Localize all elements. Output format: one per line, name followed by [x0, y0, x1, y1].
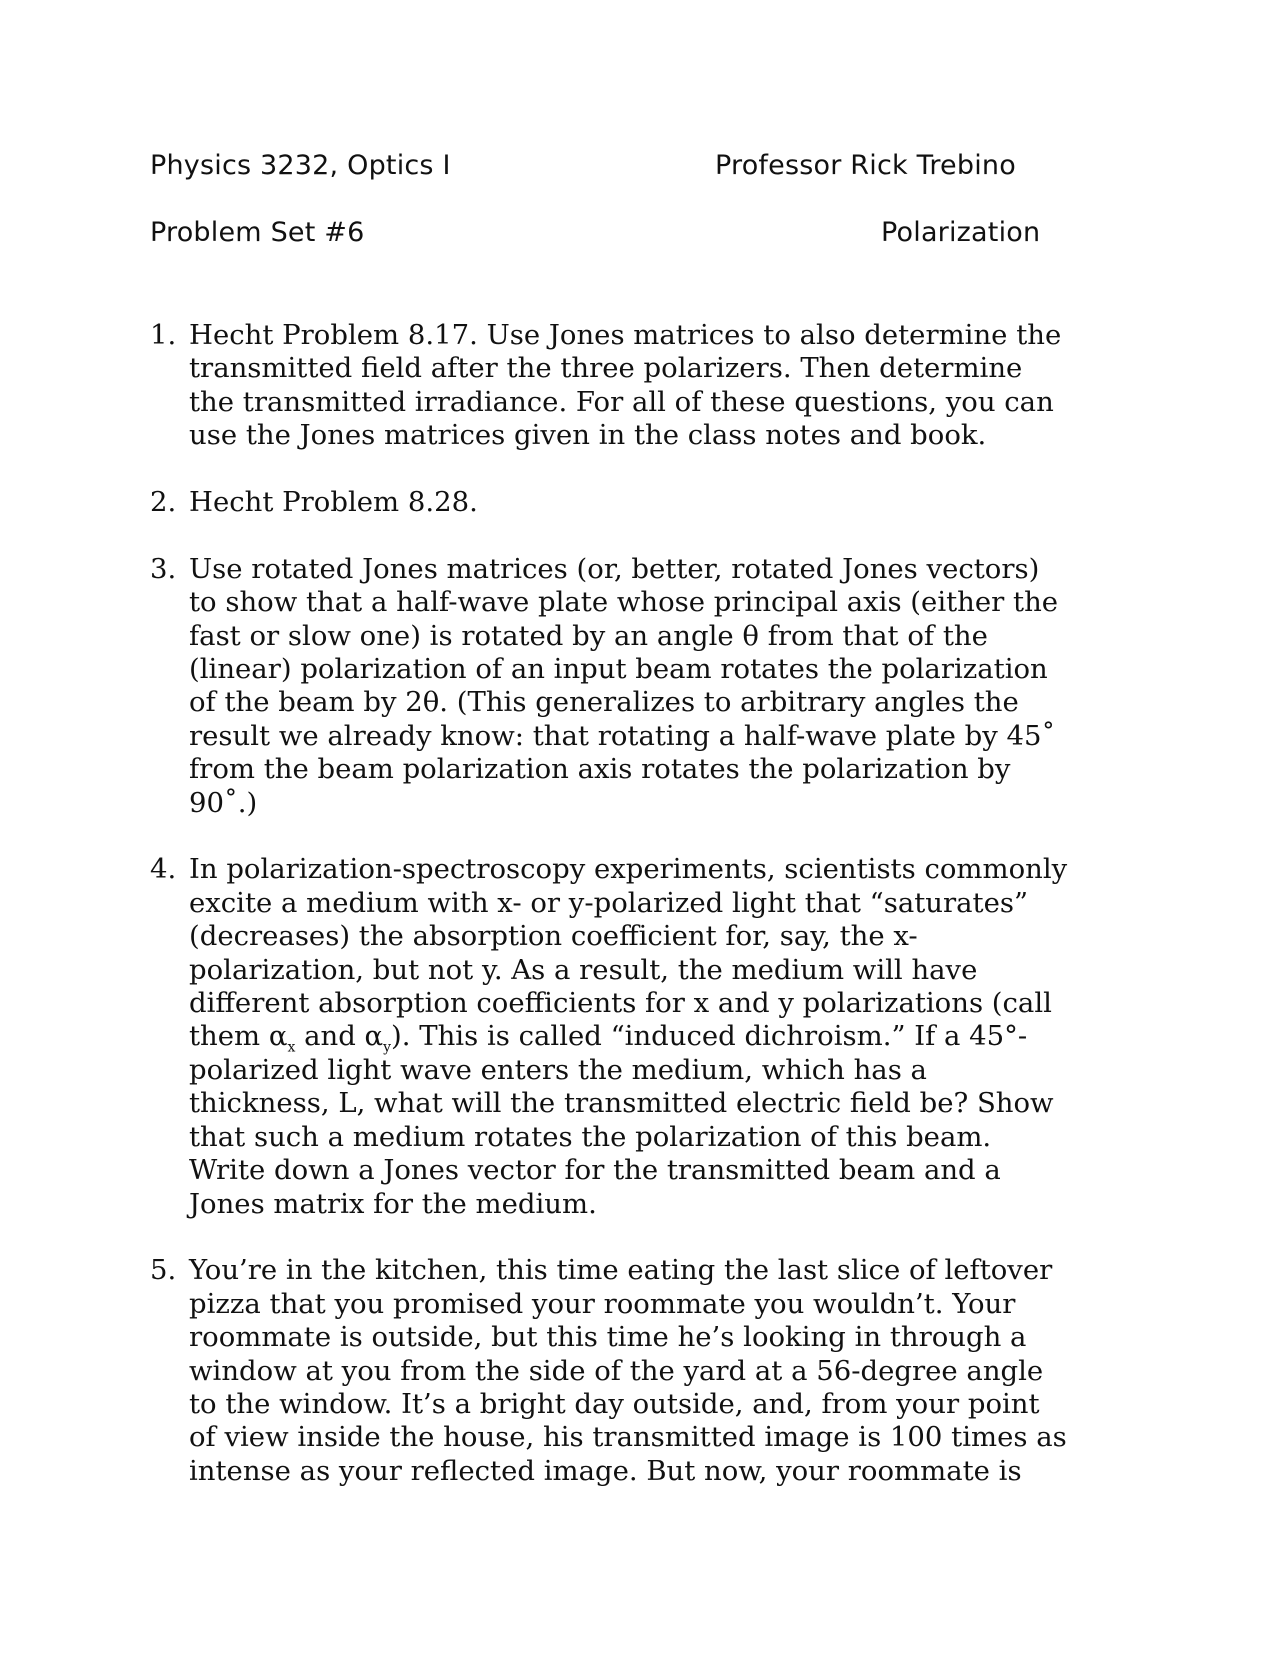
problem-text-line: pizza that you promised your roommate you wouldn’t. Your — [189, 1287, 1016, 1320]
problem-number: 3. — [150, 552, 177, 585]
problem-text-line: thickness, L, what will the transmitted electric field be? Show — [189, 1087, 1054, 1120]
problem-text-line: In polarization-spectroscopy experiments, scientists commonly — [189, 853, 1068, 886]
problem-text-line: fast or slow one) is rotated by an angle θ from that of the — [189, 619, 988, 652]
problem-number: 1. — [150, 319, 177, 351]
problem-text-line: transmitted field after the three polarizers. Then determine — [189, 352, 1023, 385]
problem-text-line: intense as your reflected image. But now, your roommate is — [189, 1454, 1022, 1487]
professor-name: Professor Rick Trebino — [715, 150, 1016, 181]
alpha-symbol: α — [268, 1020, 288, 1053]
problem-text-line: (decreases) the absorption coefficient for, say, the x- — [189, 920, 918, 953]
problem-text-line: use the Jones matrices given in the class notes and book. — [189, 419, 987, 452]
alpha-symbol: α — [364, 1020, 384, 1053]
problem-text-line: result we already know: that rotating a half-wave plate by 45˚ — [189, 719, 1056, 752]
problem-2 — [150, 486, 1150, 519]
problem-list — [150, 319, 1150, 1522]
problem-text-line: from the beam polarization axis rotates the polarization by — [189, 753, 1011, 786]
problem-text-line: of view inside the house, his transmitted image is 100 times as — [189, 1421, 1067, 1454]
text-fragment: them — [189, 1020, 269, 1053]
problem-text-line: different absorption coefficients for x and y polarizations (call — [189, 987, 1052, 1020]
problem-text-line: 90˚.) — [189, 786, 258, 819]
problem-text-line: that such a medium rotates the polarization of this beam. — [189, 1120, 992, 1153]
problem-text-line: of the beam by 2θ. (This generalizes to arbitrary angles the — [189, 686, 1019, 719]
problem-text-line: window at you from the side of the yard at a 56-degree angle — [189, 1354, 1044, 1387]
problem-text-line: Use rotated Jones matrices (or, better, rotated Jones vectors) — [189, 552, 1040, 585]
topic-title: Polarization — [881, 217, 1041, 248]
text-fragment: ). This is called “induced dichroism.” If a 45°- — [391, 1020, 1028, 1053]
problem-text-line: You’re in the kitchen, this time eating the last slice of leftover — [189, 1254, 1053, 1287]
problem-text-line: polarized light wave enters the medium, which has a — [189, 1053, 927, 1086]
problem-number: 4. — [150, 853, 177, 886]
subscript-y: y — [383, 1039, 392, 1056]
problem-text-line: (linear) polarization of an input beam rotates the polarization — [189, 653, 1048, 686]
problem-text-line-with-subscripts — [189, 1020, 1150, 1056]
problem-text-line: Jones matrix for the medium. — [189, 1187, 597, 1220]
problem-set-title: Problem Set #6 — [150, 217, 365, 248]
subscript-x: x — [287, 1039, 296, 1056]
text-fragment: and — [295, 1020, 365, 1053]
problem-text-line: to the window. It’s a bright day outside, and, from your point — [189, 1387, 1040, 1420]
problem-1 — [150, 319, 1150, 453]
problem-text-line: excite a medium with x- or y-polarized light that “saturates” — [189, 886, 1029, 919]
problem-number: 5. — [150, 1254, 177, 1287]
problem-5 — [150, 1254, 1150, 1488]
problem-number: 2. — [150, 486, 177, 519]
problem-text-line: Hecht Problem 8.17. Use Jones matrices to also determine the — [189, 319, 1062, 351]
problem-text-line: Write down a Jones vector for the transmitted beam and a — [189, 1154, 1001, 1187]
problem-text-line: the transmitted irradiance. For all of these questions, you can — [189, 385, 1054, 418]
problem-text-line: roommate is outside, but this time he’s looking in through a — [189, 1321, 1027, 1354]
problem-text-line: to show that a half-wave plate whose principal axis (either the — [189, 586, 1059, 619]
problem-text-line: polarization, but not y. As a result, the medium will have — [189, 953, 978, 986]
problem-3 — [150, 553, 1150, 820]
problem-4 — [150, 853, 1150, 1220]
problem-text-line: Hecht Problem 8.28. — [189, 486, 478, 519]
course-title: Physics 3232, Optics I — [150, 150, 451, 181]
